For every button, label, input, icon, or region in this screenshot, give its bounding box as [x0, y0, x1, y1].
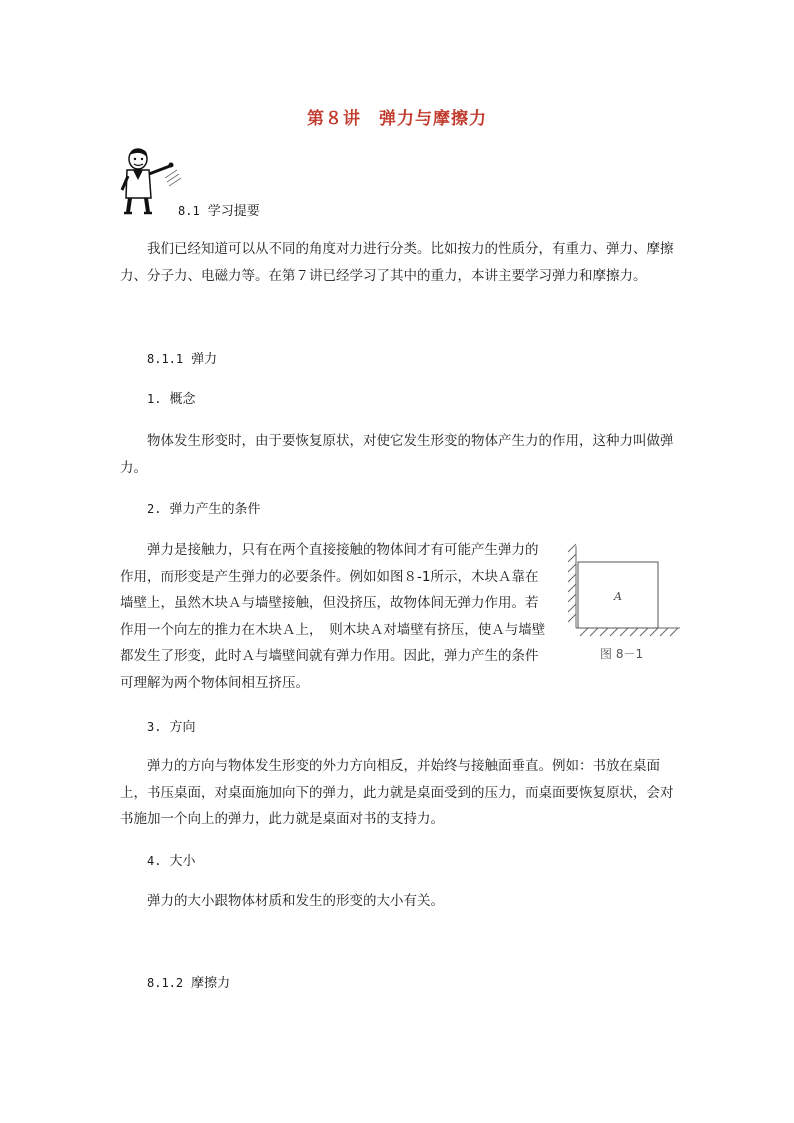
concept-paragraph: 物体发生形变时，由于要恢复原状，对使它发生形变的物体产生力的作用，这种力叫做弹力。	[120, 433, 674, 476]
item-4-heading	[147, 852, 195, 871]
item-1-heading	[147, 390, 195, 409]
item-3-heading	[147, 718, 195, 737]
item-label: 弹力产生的条件	[169, 502, 261, 517]
item-number: 1.	[147, 392, 162, 406]
item-2-heading	[147, 500, 260, 519]
magnitude-paragraph: 弹力的大小跟物体材质和发生的形变的大小有关。	[147, 893, 444, 909]
section-label: 学习提要	[207, 204, 260, 219]
section-8-1-heading	[178, 202, 260, 221]
direction-paragraph: 弹力的方向与物体发生形变的外力方向相反，并始终与接触面垂直。例如：书放在桌面上，书压桌面，对桌面施加向下的弹力，此力就是桌面受到的压力，而桌面要恢复原状，会对书施加一个向上的弹力，此力就是桌面对书的支持力。	[120, 758, 674, 827]
section-label: 弹力	[191, 352, 218, 367]
section-label: 摩擦力	[191, 976, 231, 991]
section-8-1-2-heading	[147, 974, 230, 993]
intro-paragraph: 我们已经知道可以从不同的角度对力进行分类。比如按力的性质分，有重力、弹力、摩擦力、分子力、电磁力等。在第７讲已经学习了其中的重力，本讲主要学习弹力和摩擦力。	[120, 241, 674, 284]
item-number: 4.	[147, 854, 162, 868]
section-8-1-1-heading	[147, 350, 217, 369]
section-number: 8.1.1	[147, 352, 184, 366]
page-title: 第８讲 弹力与摩擦力	[307, 109, 487, 129]
item-label: 方向	[169, 720, 196, 735]
item-number: 3.	[147, 720, 162, 734]
item-label: 大小	[169, 854, 196, 869]
section-number: 8.1.2	[147, 976, 184, 990]
figure-caption: 图 8－1	[600, 647, 644, 661]
block-label: A	[614, 590, 622, 603]
figure-8-1	[564, 540, 686, 666]
item-label: 概念	[169, 392, 196, 407]
conditions-paragraph: 弹力是接触力，只有在两个直接接触的物体间才有可能产生弹力的作用，而形变是产生弹力的必要条件。例如如图８-1所示，木块Ａ靠在墙壁上，虽然木块Ａ与墙壁接触，但没挤压，故物体间无弹力作用。若作用一个向左的推力在木块Ａ上， 则木块Ａ对墙壁有挤压，使Ａ与墙壁都发生了形变，此时Ａ与墙壁间就有弹力作用。因此，弹力产生的条件可理解为两个物体间相互挤压。	[120, 542, 546, 691]
teacher-pointing-icon	[118, 146, 184, 216]
section-number: 8.1	[178, 204, 200, 218]
item-number: 2.	[147, 502, 162, 516]
